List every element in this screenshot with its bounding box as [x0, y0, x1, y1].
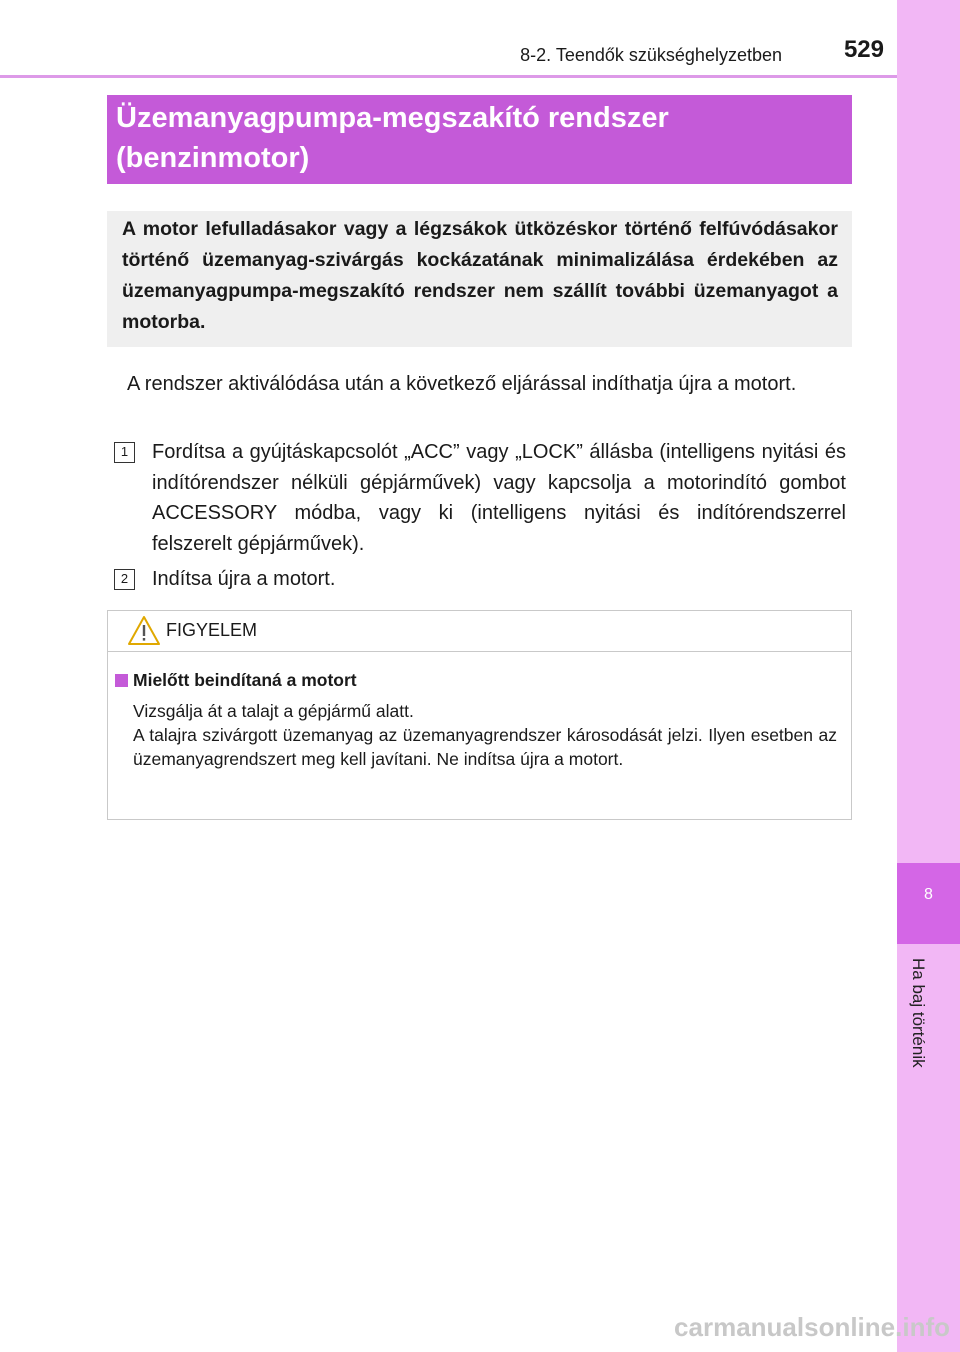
caution-body — [133, 699, 837, 771]
caution-header-divider — [107, 651, 852, 652]
intro-paragraph: A rendszer aktiválódása után a következő eljárással indíthatja újra a motort. — [127, 373, 797, 395]
watermark: carmanualsonline.info — [674, 1312, 950, 1342]
step-number-badge: 1 — [114, 442, 135, 463]
header-section-title: 8-2. Teendők szükséghelyzetben — [520, 45, 782, 65]
summary-text: A motor lefulladásakor vagy a légzsákok ütközéskor történő felfúvódásakor történő üzemanyag-szivárgás kockázatának minimalizálása érdekében az üzemanyagpumpa-megszakító rendszer nem szállít további üzemanyagot a motorba. — [122, 218, 838, 333]
header-divider — [0, 75, 897, 78]
warning-triangle-icon — [127, 615, 161, 647]
chapter-number: 8 — [924, 886, 933, 903]
side-tab-strip — [897, 0, 960, 1352]
bullet-square-icon — [115, 674, 128, 687]
step-number-badge: 2 — [114, 569, 135, 590]
chapter-title: Ha baj történik — [909, 958, 928, 1068]
caution-line-1: Vizsgálja át a talajt a gépjármű alatt. — [133, 701, 414, 721]
step-text: Fordítsa a gyújtáskapcsolót „ACC” vagy „LOCK” állásba (intelligens nyitási és indítórendszer nélküli gépjárművek) vagy kapcsolja a motorindító gombot ACCESSORY módba, vagy ki (intelligens nyitási és indítórendszerrel felszerelt gépjárművek). — [152, 441, 846, 555]
step-text: Indítsa újra a motort. — [152, 568, 336, 590]
page-title: Üzemanyagpumpa-megszakító rendszer (benzinmotor) — [116, 102, 669, 174]
caution-label: FIGYELEM — [166, 620, 258, 640]
caution-line-2: A talajra szivárgott üzemanyag az üzemanyagrendszer károsodását jelzi. Ilyen esetben az üzemanyagrendszert meg kell javítani. Ne indítsa újra a motort. — [133, 725, 837, 769]
caution-subheading: Mielőtt beindítaná a motort — [133, 670, 357, 690]
page-number: 529 — [843, 36, 884, 63]
